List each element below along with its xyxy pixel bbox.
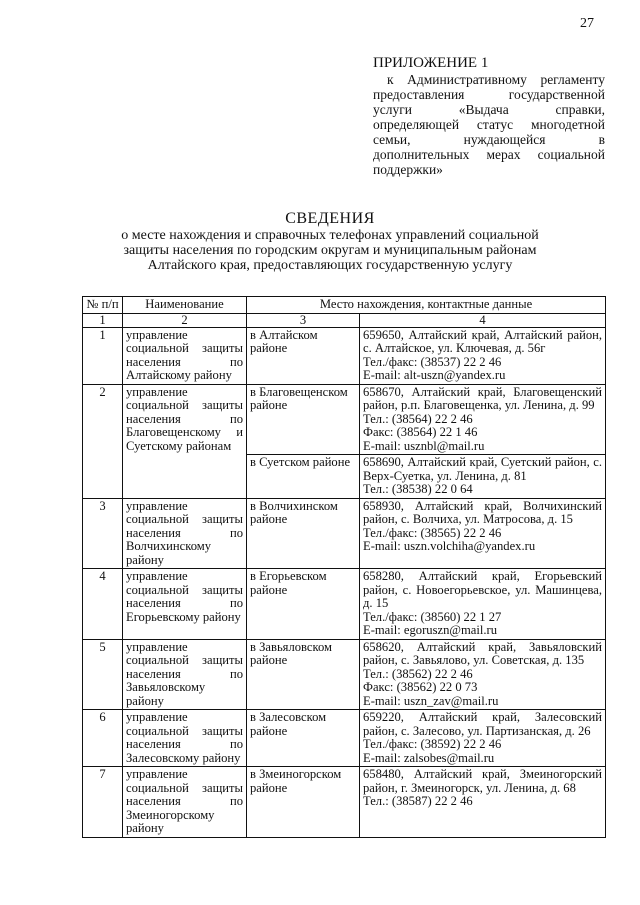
contact-address: 658670, Алтайский край, Благовещенский район, р.п. Благовещенка, ул. Ленина, д. 99 bbox=[363, 384, 603, 412]
contact-fax: Факс: (38564) 22 1 46 bbox=[363, 425, 478, 439]
office-name: управление социальной защиты населения по Залесовскому району bbox=[123, 710, 247, 767]
contact-email: E-mail: zalsobes@mail.ru bbox=[363, 750, 495, 765]
table-row bbox=[83, 767, 606, 838]
contact-phone: Тел.: (38562) 22 2 46 bbox=[363, 666, 473, 681]
office-name: управление социальной защиты населения по Благовещенскому и Суетскому районам bbox=[123, 384, 247, 498]
office-name: управление социальной защиты населения по Завьяловскому району bbox=[123, 639, 247, 710]
row-number: 3 bbox=[83, 498, 123, 569]
contact-address: 658690, Алтайский край, Суетский район, с. Верх-Суетка, ул. Ленина, д. 81 bbox=[363, 455, 603, 483]
offices-table bbox=[82, 296, 606, 838]
contact-email: E-mail: usznbl@mail.ru bbox=[363, 438, 485, 453]
office-name: управление социальной защиты населения по Алтайскому району bbox=[123, 327, 247, 384]
header-num: № п/п bbox=[83, 297, 123, 314]
appendix-text: к Административному регламенту предоставления государственной услуги «Выдача справки, определяющей статус многодетной семьи, нуждающейся в дополнительных мерах социальной поддержки» bbox=[373, 72, 605, 177]
table-row bbox=[83, 710, 606, 767]
column-number: 1 bbox=[83, 313, 123, 327]
contact-address: 659650, Алтайский край, Алтайский район, с. Алтайское, ул. Ключевая, д. 56г bbox=[363, 327, 603, 355]
contact-cell bbox=[360, 455, 606, 499]
header-name: Наименование bbox=[123, 297, 247, 314]
column-number-row bbox=[83, 313, 606, 327]
district-cell: в Алтайском районе bbox=[247, 327, 360, 384]
table-row bbox=[83, 327, 606, 384]
table-row bbox=[83, 384, 606, 455]
contact-address: 658280, Алтайский край, Егорьевский район, с. Новоегорьевское, ул. Машинцева, д. 15 bbox=[363, 569, 603, 610]
row-number: 2 bbox=[83, 384, 123, 498]
office-name: управление социальной защиты населения по Змеиногорскому району bbox=[123, 767, 247, 838]
district-cell: в Благовещенском районе bbox=[247, 384, 360, 455]
contact-phone: Тел./факс: (38560) 22 1 27 bbox=[363, 609, 502, 624]
contact-email: E-mail: alt-uszn@yandex.ru bbox=[363, 368, 506, 382]
row-number: 6 bbox=[83, 710, 123, 767]
row-number: 4 bbox=[83, 569, 123, 640]
column-number: 2 bbox=[123, 313, 247, 327]
contact-fax: Факс: (38562) 22 0 73 bbox=[363, 680, 478, 694]
column-number: 4 bbox=[360, 313, 606, 327]
row-number: 5 bbox=[83, 639, 123, 710]
appendix-title: ПРИЛОЖЕНИЕ 1 bbox=[373, 55, 489, 71]
contact-email: E-mail: uszn.volchiha@yandex.ru bbox=[363, 539, 536, 553]
contact-phone: Тел.: (38564) 22 2 46 bbox=[363, 411, 473, 426]
district-cell: в Залесовском районе bbox=[247, 710, 360, 767]
office-name: управление социальной защиты населения по Егорьевскому району bbox=[123, 569, 247, 640]
contact-email: E-mail: uszn_zav@mail.ru bbox=[363, 693, 499, 708]
contact-address: 659220, Алтайский край, Залесовский район, с. Залесово, ул. Партизанская, д. 26 bbox=[363, 710, 603, 738]
district-cell: в Суетском районе bbox=[247, 455, 360, 499]
contact-phone: Тел./факс: (38592) 22 2 46 bbox=[363, 737, 502, 751]
contact-email: E-mail: egoruszn@mail.ru bbox=[363, 623, 497, 637]
contact-cell bbox=[360, 327, 606, 384]
contact-cell bbox=[360, 710, 606, 767]
contact-cell bbox=[360, 767, 606, 838]
heading-subtitle: о месте нахождения и справочных телефонах управлений социальной защиты населения по городским округам и муниципальным районам Алтайского края, предоставляющих государственную услугу bbox=[121, 228, 539, 273]
document-heading bbox=[110, 210, 550, 273]
column-number: 3 bbox=[247, 313, 360, 327]
contact-cell bbox=[360, 384, 606, 455]
district-cell: в Волчихинском районе bbox=[247, 498, 360, 569]
contact-cell bbox=[360, 569, 606, 640]
row-number: 7 bbox=[83, 767, 123, 838]
appendix-block bbox=[373, 56, 605, 177]
contact-phone: Тел./факс: (38565) 22 2 46 bbox=[363, 525, 502, 540]
row-number: 1 bbox=[83, 327, 123, 384]
district-cell: в Егорьевском районе bbox=[247, 569, 360, 640]
contact-address: 658480, Алтайский край, Змеиногорский район, г. Змеиногорск, ул. Ленина, д. 68 bbox=[363, 767, 603, 795]
page-number: 27 bbox=[580, 16, 594, 31]
table-header-row bbox=[83, 297, 606, 314]
contact-cell bbox=[360, 639, 606, 710]
contact-phone: Тел./факс: (38537) 22 2 46 bbox=[363, 354, 502, 369]
table-row bbox=[83, 498, 606, 569]
contact-phone: Тел.: (38587) 22 2 46 bbox=[363, 794, 473, 808]
office-name: управление социальной защиты населения по Волчихинскому району bbox=[123, 498, 247, 569]
contact-phone: Тел.: (38538) 22 0 64 bbox=[363, 482, 473, 496]
district-cell: в Завьяловском районе bbox=[247, 639, 360, 710]
heading-title: СВЕДЕНИЯ bbox=[285, 210, 375, 227]
table-row bbox=[83, 569, 606, 640]
contact-cell bbox=[360, 498, 606, 569]
contact-address: 658620, Алтайский край, Завьяловский район, с. Завьялово, ул. Советская, д. 135 bbox=[363, 639, 603, 667]
header-location: Место нахождения, контактные данные bbox=[247, 297, 606, 314]
district-cell: в Змеиногорском районе bbox=[247, 767, 360, 838]
table-row bbox=[83, 639, 606, 710]
contact-address: 658930, Алтайский край, Волчихинский район, с. Волчиха, ул. Матросова, д. 15 bbox=[363, 498, 603, 526]
